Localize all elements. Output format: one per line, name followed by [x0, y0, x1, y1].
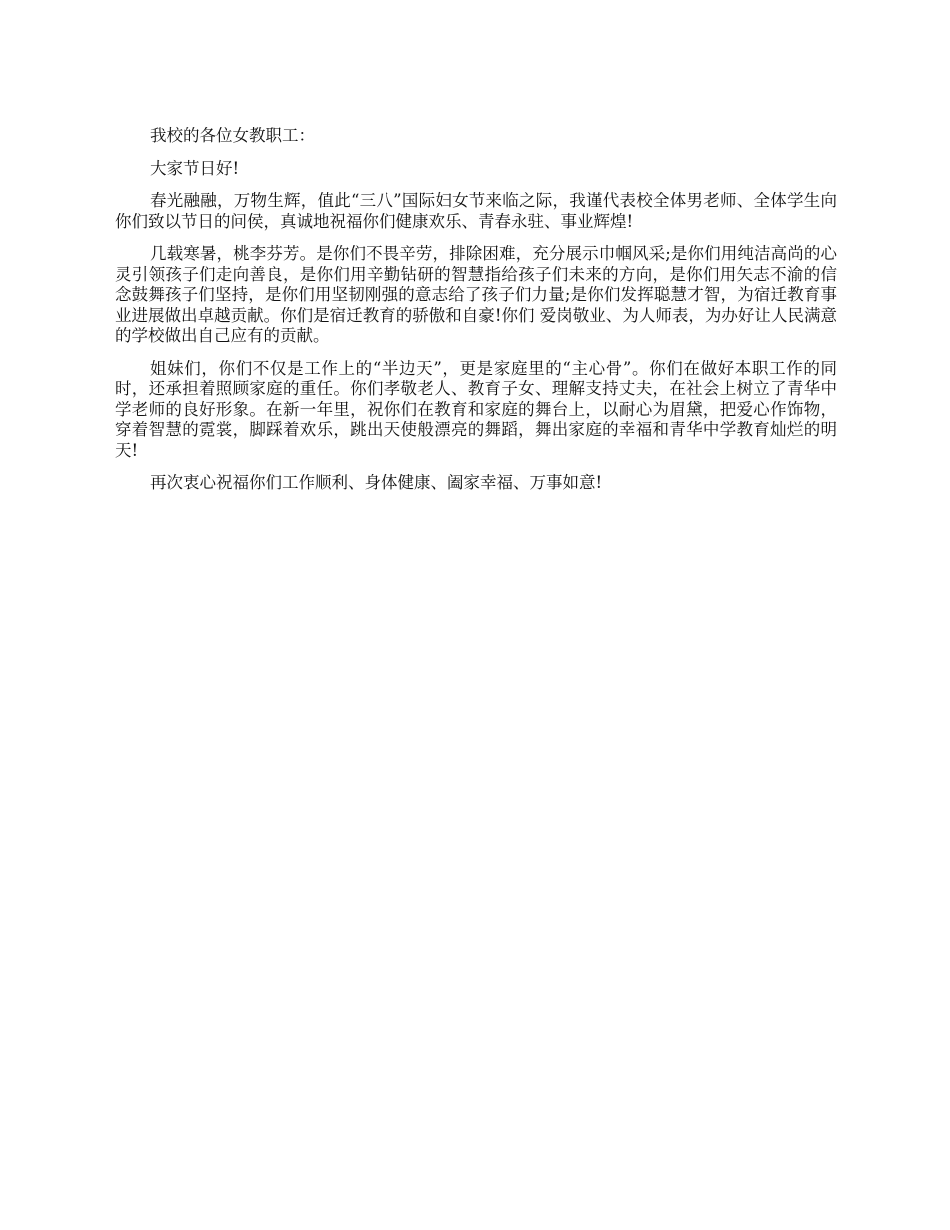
paragraph-sisters: 姐妹们，你们不仅是工作上的“半边天”，更是家庭里的“主心骨”。你们在做好本职工作的同时，还承担着照顾家庭的重任。你们孝敬老人、教育子女、理解支持丈夫，在社会上树立了青华中学老师的良好形象。在新一年里，祝你们在教育和家庭的舞台上，以耐心为眉黛，把爱心作饰物，穿着智慧的霓裳，脚踩着欢乐，跳出天使般漂亮的舞蹈，舞出家庭的幸福和青华中学教育灿烂的明天!: [115, 358, 837, 460]
paragraph-dedication: 几载寒暑，桃李芬芳。是你们不畏辛劳，排除困难，充分展示巾帼风采;是你们用纯洁高尚的心灵引领孩子们走向善良，是你们用辛勤钻研的智慧指给孩子们未来的方向，是你们用矢志不渝的信念鼓舞孩子们坚持，是你们用坚韧刚强的意志给了孩子们力量;是你们发挥聪慧才智，为宿迁教育事业进展做出卓越贡献。你们是宿迁教育的骄傲和自豪!你们 爱岗敬业、为人师表，为办好让人民满意的学校做出自己应有的贡献。: [115, 244, 837, 345]
document-body: [115, 126, 837, 506]
paragraph-spring-greetings: 春光融融，万物生辉，值此“三八”国际妇女节来临之际，我谨代表校全体男老师、全体学生向你们致以节日的问侯，真诚地祝福你们健康欢乐、青春永驻、事业辉煌!: [115, 191, 837, 231]
salutation: 我校的各位女教职工：: [150, 126, 315, 145]
closing-wishes: 再次衷心祝福你们工作顺利、身体健康、阖家幸福、万事如意!: [150, 473, 603, 492]
greeting: 大家节日好!: [150, 158, 240, 178]
